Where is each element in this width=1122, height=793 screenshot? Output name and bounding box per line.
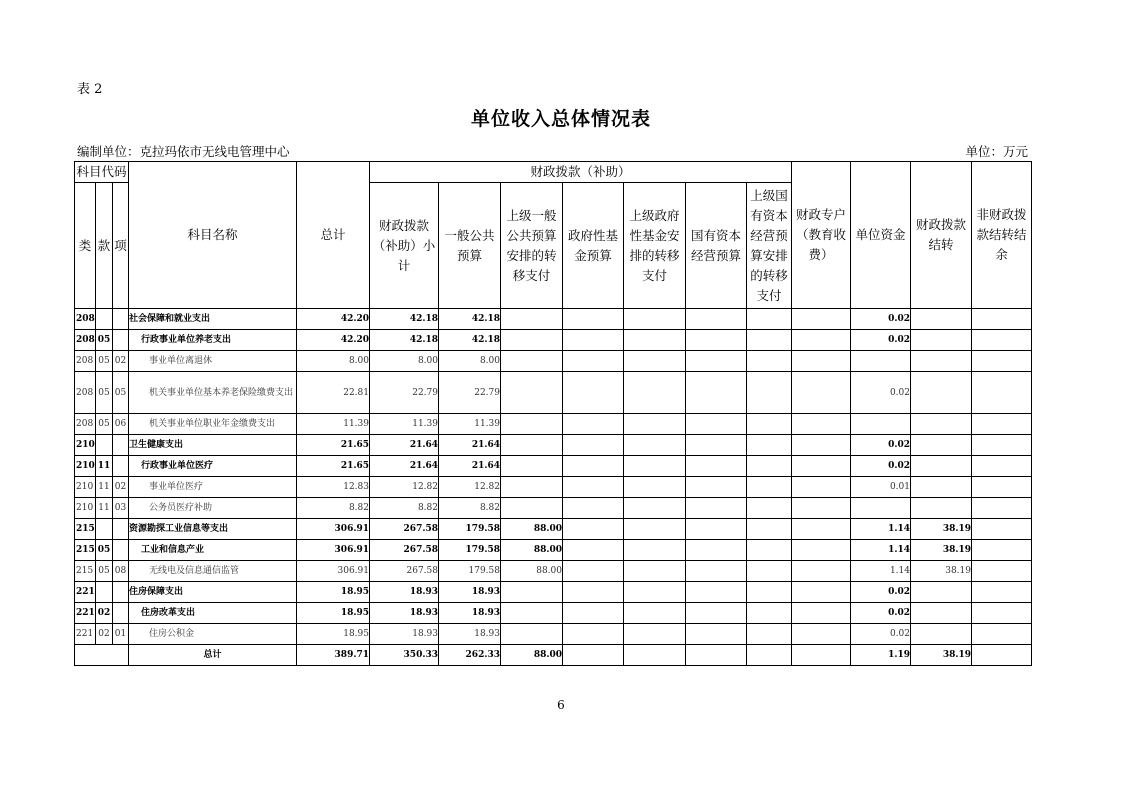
cell-unit-funds: 0.02 <box>851 603 911 624</box>
table-row <box>75 519 1032 540</box>
cell-lei: 208 <box>75 372 96 414</box>
table-row <box>75 477 1032 498</box>
cell-xiang <box>113 540 129 561</box>
cell-xiang <box>113 435 129 456</box>
cell-state-capital <box>686 540 747 561</box>
cell-upper-general <box>501 309 563 330</box>
cell-gov-fund <box>563 414 624 435</box>
cell-lei: 208 <box>75 414 96 435</box>
cell-general: 11.39 <box>439 414 501 435</box>
cell-unit-funds: 1.14 <box>851 519 911 540</box>
cell-lei: 215 <box>75 519 96 540</box>
cell-state-capital <box>686 519 747 540</box>
cell-lei: 208 <box>75 351 96 372</box>
cell-code-empty <box>75 645 129 666</box>
cell-name: 工业和信息产业 <box>129 540 297 561</box>
cell-nonfiscal <box>972 624 1032 645</box>
cell-upper-gov-fund <box>624 519 686 540</box>
cell-unit-funds: 0.02 <box>851 330 911 351</box>
header-fiscal-group: 财政拨款（补助） <box>370 162 792 183</box>
cell-special <box>792 603 851 624</box>
table-row <box>75 645 1032 666</box>
cell-upper-general: 88.00 <box>501 540 563 561</box>
cell-upper-general <box>501 603 563 624</box>
cell-name: 社会保障和就业支出 <box>129 309 297 330</box>
cell-total: 18.95 <box>297 624 370 645</box>
cell-upper-gov-fund <box>624 309 686 330</box>
cell-kuan: 05 <box>96 540 113 561</box>
cell-unit-funds: 1.19 <box>851 645 911 666</box>
cell-subtotal: 42.18 <box>370 309 439 330</box>
cell-general: 179.58 <box>439 519 501 540</box>
cell-state-capital <box>686 603 747 624</box>
cell-kuan: 05 <box>96 561 113 582</box>
cell-upper-gov-fund <box>624 477 686 498</box>
cell-unit-funds: 0.02 <box>851 456 911 477</box>
cell-xiang <box>113 330 129 351</box>
cell-xiang <box>113 582 129 603</box>
cell-xiang: 01 <box>113 624 129 645</box>
cell-xiang: 05 <box>113 372 129 414</box>
table-row <box>75 540 1032 561</box>
cell-carry <box>911 414 972 435</box>
header-upper-general: 上级一般公共预算安排的转移支付 <box>501 183 563 309</box>
cell-kuan <box>96 582 113 603</box>
cell-upper-gov-fund <box>624 498 686 519</box>
cell-upper-gov-fund <box>624 582 686 603</box>
table-row <box>75 624 1032 645</box>
table-row <box>75 582 1032 603</box>
table-row <box>75 498 1032 519</box>
table-row <box>75 330 1032 351</box>
cell-lei: 208 <box>75 309 96 330</box>
cell-upper-state-capital <box>747 330 792 351</box>
cell-total: 8.82 <box>297 498 370 519</box>
cell-carry: 38.19 <box>911 519 972 540</box>
cell-gov-fund <box>563 582 624 603</box>
cell-name: 事业单位离退休 <box>129 351 297 372</box>
table-row <box>75 561 1032 582</box>
header-code-group: 科目代码 <box>75 162 129 183</box>
cell-kuan <box>96 435 113 456</box>
cell-total: 18.95 <box>297 582 370 603</box>
cell-upper-state-capital <box>747 540 792 561</box>
cell-gov-fund <box>563 456 624 477</box>
cell-name: 住房改革支出 <box>129 603 297 624</box>
cell-special <box>792 624 851 645</box>
cell-special <box>792 351 851 372</box>
cell-upper-state-capital <box>747 561 792 582</box>
cell-general: 42.18 <box>439 309 501 330</box>
cell-carry <box>911 309 972 330</box>
header-upper-state-capital: 上级国有资本经营预算安排的转移支付 <box>747 183 792 309</box>
cell-total: 306.91 <box>297 540 370 561</box>
cell-gov-fund <box>563 603 624 624</box>
cell-upper-gov-fund <box>624 330 686 351</box>
cell-gov-fund <box>563 645 624 666</box>
cell-nonfiscal <box>972 309 1032 330</box>
cell-upper-general <box>501 351 563 372</box>
cell-carry <box>911 372 972 414</box>
cell-upper-state-capital <box>747 624 792 645</box>
cell-special <box>792 561 851 582</box>
cell-upper-state-capital <box>747 582 792 603</box>
header-fiscal-subtotal: 财政拨款（补助）小计 <box>370 183 439 309</box>
cell-state-capital <box>686 435 747 456</box>
cell-kuan <box>96 519 113 540</box>
cell-upper-gov-fund <box>624 561 686 582</box>
cell-state-capital <box>686 351 747 372</box>
cell-name: 公务员医疗补助 <box>129 498 297 519</box>
cell-lei: 221 <box>75 624 96 645</box>
cell-xiang: 03 <box>113 498 129 519</box>
cell-carry <box>911 351 972 372</box>
cell-nonfiscal <box>972 372 1032 414</box>
cell-lei: 210 <box>75 498 96 519</box>
cell-lei: 215 <box>75 561 96 582</box>
cell-subtotal: 350.33 <box>370 645 439 666</box>
cell-gov-fund <box>563 540 624 561</box>
header-nonfiscal-carryover: 非财政拨款结转结余 <box>972 162 1032 309</box>
cell-upper-general <box>501 372 563 414</box>
cell-xiang <box>113 603 129 624</box>
cell-nonfiscal <box>972 414 1032 435</box>
cell-xiang: 02 <box>113 477 129 498</box>
cell-xiang: 06 <box>113 414 129 435</box>
cell-upper-general <box>501 624 563 645</box>
cell-carry <box>911 603 972 624</box>
table-row <box>75 456 1032 477</box>
cell-state-capital <box>686 582 747 603</box>
cell-unit-funds <box>851 414 911 435</box>
header-upper-gov-fund: 上级政府性基金安排的转移支付 <box>624 183 686 309</box>
cell-xiang <box>113 456 129 477</box>
cell-upper-gov-fund <box>624 645 686 666</box>
page-title: 单位收入总体情况表 <box>470 108 651 130</box>
income-table <box>74 161 1032 666</box>
header-fiscal-carryover: 财政拨款结转 <box>911 162 972 309</box>
cell-total: 306.91 <box>297 561 370 582</box>
cell-kuan: 02 <box>96 603 113 624</box>
cell-general: 179.58 <box>439 540 501 561</box>
cell-subtotal: 8.00 <box>370 351 439 372</box>
cell-gov-fund <box>563 624 624 645</box>
cell-name: 资源勘探工业信息等支出 <box>129 519 297 540</box>
cell-carry <box>911 498 972 519</box>
cell-upper-gov-fund <box>624 414 686 435</box>
cell-upper-state-capital <box>747 477 792 498</box>
cell-special <box>792 309 851 330</box>
cell-lei: 221 <box>75 582 96 603</box>
cell-nonfiscal <box>972 582 1032 603</box>
cell-special <box>792 435 851 456</box>
cell-kuan: 05 <box>96 414 113 435</box>
cell-unit-funds: 0.02 <box>851 372 911 414</box>
cell-upper-state-capital <box>747 456 792 477</box>
cell-upper-general <box>501 330 563 351</box>
cell-state-capital <box>686 477 747 498</box>
cell-kuan: 11 <box>96 477 113 498</box>
cell-general: 18.93 <box>439 603 501 624</box>
cell-upper-gov-fund <box>624 435 686 456</box>
cell-gov-fund <box>563 372 624 414</box>
table-row <box>75 351 1032 372</box>
cell-upper-state-capital <box>747 519 792 540</box>
cell-name: 机关事业单位职业年金缴费支出 <box>129 414 297 435</box>
cell-kuan: 05 <box>96 330 113 351</box>
cell-special <box>792 372 851 414</box>
header-state-capital: 国有资本经营预算 <box>686 183 747 309</box>
cell-unit-funds: 0.02 <box>851 309 911 330</box>
cell-state-capital <box>686 561 747 582</box>
cell-nonfiscal <box>972 477 1032 498</box>
header-gov-fund: 政府性基金预算 <box>563 183 624 309</box>
cell-name: 住房公积金 <box>129 624 297 645</box>
cell-lei: 210 <box>75 456 96 477</box>
cell-upper-general <box>501 414 563 435</box>
cell-special <box>792 498 851 519</box>
cell-upper-gov-fund <box>624 624 686 645</box>
cell-carry <box>911 477 972 498</box>
cell-nonfiscal <box>972 435 1032 456</box>
cell-name: 事业单位医疗 <box>129 477 297 498</box>
cell-gov-fund <box>563 309 624 330</box>
table-row <box>75 414 1032 435</box>
cell-lei: 210 <box>75 477 96 498</box>
cell-subtotal: 267.58 <box>370 561 439 582</box>
cell-unit-funds <box>851 351 911 372</box>
cell-kuan: 11 <box>96 498 113 519</box>
cell-upper-gov-fund <box>624 603 686 624</box>
cell-subtotal: 18.93 <box>370 624 439 645</box>
cell-upper-state-capital <box>747 645 792 666</box>
cell-name: 住房保障支出 <box>129 582 297 603</box>
cell-gov-fund <box>563 519 624 540</box>
cell-special <box>792 456 851 477</box>
cell-special <box>792 477 851 498</box>
cell-unit-funds: 0.02 <box>851 582 911 603</box>
cell-nonfiscal <box>972 603 1032 624</box>
compiling-unit: 编制单位：克拉玛依市无线电管理中心 <box>77 144 290 159</box>
cell-name: 总计 <box>129 645 297 666</box>
cell-total: 22.81 <box>297 372 370 414</box>
cell-upper-general <box>501 498 563 519</box>
cell-subtotal: 21.64 <box>370 435 439 456</box>
cell-subtotal: 18.93 <box>370 603 439 624</box>
cell-upper-general: 88.00 <box>501 561 563 582</box>
cell-subtotal: 267.58 <box>370 519 439 540</box>
cell-subtotal: 267.58 <box>370 540 439 561</box>
cell-total: 8.00 <box>297 351 370 372</box>
cell-general: 8.82 <box>439 498 501 519</box>
cell-xiang: 02 <box>113 351 129 372</box>
cell-special <box>792 645 851 666</box>
cell-state-capital <box>686 498 747 519</box>
cell-carry: 38.19 <box>911 645 972 666</box>
cell-gov-fund <box>563 435 624 456</box>
cell-general: 8.00 <box>439 351 501 372</box>
table-row <box>75 435 1032 456</box>
header-name: 科目名称 <box>129 162 297 309</box>
cell-total: 42.20 <box>297 309 370 330</box>
header-general-public: 一般公共预算 <box>439 183 501 309</box>
cell-total: 306.91 <box>297 519 370 540</box>
cell-upper-state-capital <box>747 309 792 330</box>
cell-upper-state-capital <box>747 603 792 624</box>
header-unit-funds: 单位资金 <box>851 162 911 309</box>
cell-gov-fund <box>563 498 624 519</box>
header-fiscal-special: 财政专户（教育收费） <box>792 162 851 309</box>
cell-lei: 210 <box>75 435 96 456</box>
cell-total: 21.65 <box>297 435 370 456</box>
cell-kuan: 11 <box>96 456 113 477</box>
cell-upper-gov-fund <box>624 456 686 477</box>
header-xiang: 项 <box>113 183 129 309</box>
cell-nonfiscal <box>972 351 1032 372</box>
cell-kuan: 02 <box>96 624 113 645</box>
cell-general: 179.58 <box>439 561 501 582</box>
cell-xiang <box>113 519 129 540</box>
cell-subtotal: 8.82 <box>370 498 439 519</box>
cell-name: 行政事业单位养老支出 <box>129 330 297 351</box>
cell-special <box>792 414 851 435</box>
cell-carry <box>911 456 972 477</box>
cell-total: 21.65 <box>297 456 370 477</box>
cell-state-capital <box>686 309 747 330</box>
cell-gov-fund <box>563 561 624 582</box>
cell-upper-general <box>501 477 563 498</box>
cell-nonfiscal <box>972 456 1032 477</box>
cell-upper-state-capital <box>747 351 792 372</box>
cell-name: 无线电及信息通信监管 <box>129 561 297 582</box>
cell-nonfiscal <box>972 498 1032 519</box>
cell-state-capital <box>686 624 747 645</box>
cell-kuan: 05 <box>96 372 113 414</box>
cell-unit-funds: 0.01 <box>851 477 911 498</box>
cell-upper-state-capital <box>747 498 792 519</box>
cell-special <box>792 540 851 561</box>
cell-gov-fund <box>563 477 624 498</box>
table-row <box>75 603 1032 624</box>
cell-upper-gov-fund <box>624 540 686 561</box>
cell-name: 卫生健康支出 <box>129 435 297 456</box>
cell-total: 42.20 <box>297 330 370 351</box>
cell-state-capital <box>686 330 747 351</box>
cell-upper-general <box>501 456 563 477</box>
cell-lei: 215 <box>75 540 96 561</box>
cell-special <box>792 330 851 351</box>
cell-unit-funds: 0.02 <box>851 435 911 456</box>
cell-upper-gov-fund <box>624 372 686 414</box>
cell-general: 42.18 <box>439 330 501 351</box>
cell-upper-state-capital <box>747 414 792 435</box>
cell-lei: 221 <box>75 603 96 624</box>
cell-carry <box>911 330 972 351</box>
cell-carry <box>911 582 972 603</box>
cell-upper-general: 88.00 <box>501 645 563 666</box>
cell-general: 18.93 <box>439 624 501 645</box>
cell-state-capital <box>686 414 747 435</box>
cell-subtotal: 11.39 <box>370 414 439 435</box>
cell-upper-state-capital <box>747 435 792 456</box>
cell-upper-general: 88.00 <box>501 519 563 540</box>
cell-unit-funds: 1.14 <box>851 540 911 561</box>
cell-kuan: 05 <box>96 351 113 372</box>
header-lei: 类 <box>75 183 96 309</box>
cell-total: 12.83 <box>297 477 370 498</box>
cell-subtotal: 12.82 <box>370 477 439 498</box>
cell-upper-general <box>501 435 563 456</box>
page-number: 6 <box>557 698 565 712</box>
cell-upper-general <box>501 582 563 603</box>
cell-state-capital <box>686 456 747 477</box>
cell-carry: 38.19 <box>911 540 972 561</box>
cell-xiang: 08 <box>113 561 129 582</box>
cell-total: 11.39 <box>297 414 370 435</box>
cell-carry: 38.19 <box>911 561 972 582</box>
cell-unit-funds: 1.14 <box>851 561 911 582</box>
cell-name: 机关事业单位基本养老保险缴费支出 <box>129 372 297 414</box>
cell-subtotal: 21.64 <box>370 456 439 477</box>
table-row <box>75 309 1032 330</box>
cell-gov-fund <box>563 330 624 351</box>
cell-nonfiscal <box>972 645 1032 666</box>
header-total: 总计 <box>297 162 370 309</box>
cell-total: 18.95 <box>297 603 370 624</box>
cell-nonfiscal <box>972 330 1032 351</box>
cell-state-capital <box>686 372 747 414</box>
cell-nonfiscal <box>972 540 1032 561</box>
cell-subtotal: 18.93 <box>370 582 439 603</box>
header-kuan: 款 <box>96 183 113 309</box>
cell-name: 行政事业单位医疗 <box>129 456 297 477</box>
cell-upper-state-capital <box>747 372 792 414</box>
cell-special <box>792 582 851 603</box>
cell-general: 22.79 <box>439 372 501 414</box>
table-tag: 表 2 <box>77 82 103 97</box>
cell-upper-gov-fund <box>624 351 686 372</box>
table-row <box>75 372 1032 414</box>
cell-unit-funds: 0.02 <box>851 624 911 645</box>
cell-state-capital <box>686 645 747 666</box>
cell-general: 12.82 <box>439 477 501 498</box>
cell-carry <box>911 624 972 645</box>
cell-total: 389.71 <box>297 645 370 666</box>
cell-lei: 208 <box>75 330 96 351</box>
cell-carry <box>911 435 972 456</box>
cell-subtotal: 42.18 <box>370 330 439 351</box>
cell-kuan <box>96 309 113 330</box>
cell-gov-fund <box>563 351 624 372</box>
cell-nonfiscal <box>972 561 1032 582</box>
cell-general: 21.64 <box>439 456 501 477</box>
cell-xiang <box>113 309 129 330</box>
currency-unit: 单位：万元 <box>965 144 1028 159</box>
cell-unit-funds <box>851 498 911 519</box>
cell-subtotal: 22.79 <box>370 372 439 414</box>
cell-special <box>792 519 851 540</box>
cell-general: 21.64 <box>439 435 501 456</box>
cell-nonfiscal <box>972 519 1032 540</box>
cell-general: 262.33 <box>439 645 501 666</box>
cell-general: 18.93 <box>439 582 501 603</box>
